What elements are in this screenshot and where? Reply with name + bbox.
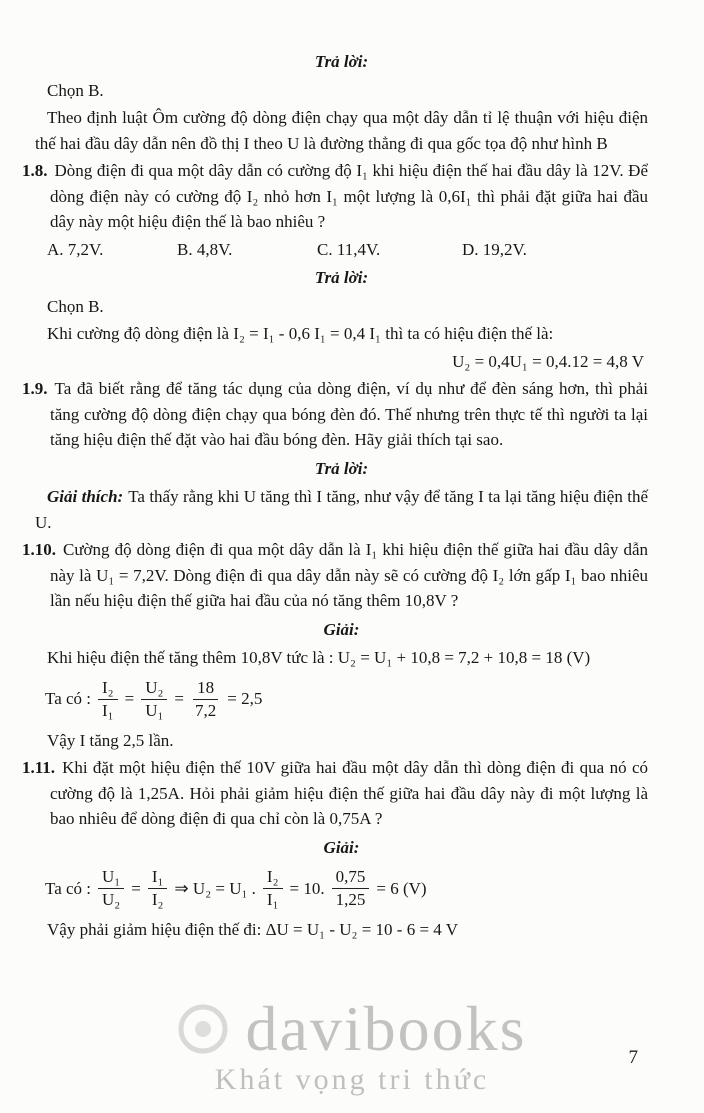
formula-ratio-1-11 xyxy=(45,866,648,911)
fraction-075-125 xyxy=(332,866,370,911)
davibooks-logo-icon xyxy=(177,1003,229,1055)
fraction-u1-u2 xyxy=(98,866,124,911)
paragraph-ohm-law: Theo định luật Ôm cường độ dòng điện chạy qua một dây dẫn tỉ lệ thuận với hiệu điện thế hai đầu dây dẫn nên đồ thị I theo U là đường thẳng đi qua gốc tọa độ như hình B xyxy=(35,108,648,153)
fraction-numerator: 18 xyxy=(193,677,218,700)
conclusion-1-10: Vậy I tăng 2,5 lần. xyxy=(47,730,174,750)
question-1-11-text: Khi đặt một hiệu điện thế 10V giữa hai đầu một dây dẫn thì dòng điện đi qua nó có cường độ là 1,25A. Hỏi phải giảm hiệu điện thế giữa hai đầu dây này đi một lượng là bao nhiêu để dòng điện đi qua chỉ còn là 0,75A ? xyxy=(50,758,648,829)
watermark-brand-row xyxy=(0,993,704,1064)
page-number: 7 xyxy=(628,1047,638,1068)
fraction-numerator: 0,75 xyxy=(332,866,370,889)
equals-sign: = xyxy=(131,879,141,899)
question-1-11 xyxy=(22,755,648,832)
formula-prefix: Ta có : xyxy=(45,689,92,709)
fraction-i1-i2 xyxy=(148,866,168,911)
option-b: B. 4,8V. xyxy=(177,239,233,259)
implies-expression: ⇒ U₂ = U₁ . xyxy=(174,879,256,899)
question-1-8-number: 1.8. xyxy=(22,161,48,180)
watermark xyxy=(0,993,704,1097)
question-1-9-text: Ta đã biết rằng để tăng tác dụng của dòng điện, ví dụ như để đèn sáng hơn, thì phải tăng cường độ dòng điện chạy qua bóng đèn đó. Thế nhưng trên thực tế thì người ta lại tăng hiệu điện thế đặt vào hai đầu bóng đèn. Hãy giải thích tại sao. xyxy=(50,379,648,449)
fraction-denominator: I₁ xyxy=(266,890,279,910)
fraction-i2-i1 xyxy=(263,866,283,911)
question-1-10-text: Cường độ dòng điện đi qua một dây dẫn là I₁ khi hiệu điện thế giữa hai đầu dây dẫn này là U₁ = 7,2V. Dòng điện đi qua dây dẫn này sẽ có cường độ I₂ lớn gấp I₁ bao nhiêu lần nếu hiệu điện thế giữa hai đầu của nó tăng thêm 10,8V ? xyxy=(50,540,648,610)
paragraph-current-calc: Khi cường độ dòng điện là I₂ = I₁ - 0,6 I₁ = 0,4 I₁ thì ta có hiệu điện thế là: xyxy=(47,324,554,343)
formula-result: = 2,5 xyxy=(227,689,263,709)
watermark-brand-text: davibooks xyxy=(245,993,527,1064)
conclusion-1-11: Vậy phải giảm hiệu điện thế đi: ΔU = U₁ - U₂ = 10 - 6 = 4 V xyxy=(47,920,459,940)
fraction-numerator: U₂ xyxy=(141,677,167,700)
equals-sign: = xyxy=(124,689,135,709)
answer-choice-2: Chọn B. xyxy=(47,296,104,316)
explanation-paragraph xyxy=(35,484,648,535)
fraction-denominator: 1,25 xyxy=(335,890,366,910)
fraction-numerator: I₁ xyxy=(148,866,168,889)
fraction-18-72 xyxy=(191,677,220,722)
formula-prefix: Ta có : xyxy=(45,879,92,899)
option-c: C. 11,4V. xyxy=(317,239,381,259)
option-a: A. 7,2V. xyxy=(47,239,104,259)
formula-ratio-1-10 xyxy=(45,677,648,722)
paragraph-voltage-sum: Khi hiệu điện thế tăng thêm 10,8V tức là : U₂ = U₁ + 10,8 = 7,2 + 10,8 = 18 (V) xyxy=(47,648,591,667)
fraction-numerator: U₁ xyxy=(98,866,124,889)
answer-choice-1: Chọn B. xyxy=(47,80,104,100)
fraction-denominator: U₂ xyxy=(102,890,121,910)
fraction-u2-u1 xyxy=(141,677,167,722)
watermark-tagline: Khát vọng tri thức xyxy=(214,1063,490,1096)
answer-heading-3: Trả lời: xyxy=(314,458,369,478)
question-1-11-number: 1.11. xyxy=(22,758,56,778)
question-1-9-number: 1.9. xyxy=(22,379,48,398)
answer-options-row xyxy=(35,237,648,263)
fraction-numerator: I₂ xyxy=(98,677,118,700)
question-1-8-text: Dòng điện đi qua một dây dẫn có cường độ I₁ khi hiệu điện thế hai đầu dây là 12V. Để dòng điện này có cường độ I₂ nhỏ hơn I₁ một lượng là 0,6I₁ thì phải đặt giữa hai đầu dây này một hiệu điện thế là bao nhiêu ? xyxy=(50,161,648,231)
answer-heading-2: Trả lời: xyxy=(314,268,369,287)
solution-heading-1: Giải: xyxy=(323,619,360,639)
explanation-text: Ta thấy rằng khi U tăng thì I tăng, như vậy để tăng I ta lại tăng hiệu điện thế U. xyxy=(35,487,648,532)
fraction-i2-i1 xyxy=(98,677,118,722)
equals-sign: = xyxy=(174,689,185,709)
question-1-10 xyxy=(22,537,648,614)
solution-heading-2: Giải: xyxy=(323,837,360,857)
fraction-denominator: 7,2 xyxy=(195,700,217,720)
answer-heading-1: Trả lời: xyxy=(314,52,369,71)
fraction-numerator: I₂ xyxy=(263,866,283,889)
equals-expression: = 10. xyxy=(289,879,325,899)
question-1-10-number: 1.10. xyxy=(22,540,56,559)
fraction-denominator: I₁ xyxy=(102,700,114,720)
question-1-9 xyxy=(22,376,648,453)
option-d: D. 19,2V. xyxy=(462,239,527,259)
formula-result: = 6 (V) xyxy=(376,879,427,899)
explanation-label: Giải thích: xyxy=(47,487,124,506)
fraction-denominator: U₁ xyxy=(145,700,164,720)
equation-u2: U₂ = 0,4U₁ = 0,4.12 = 4,8 V xyxy=(452,351,644,371)
question-1-8 xyxy=(22,158,648,235)
fraction-denominator: I₂ xyxy=(151,890,164,910)
